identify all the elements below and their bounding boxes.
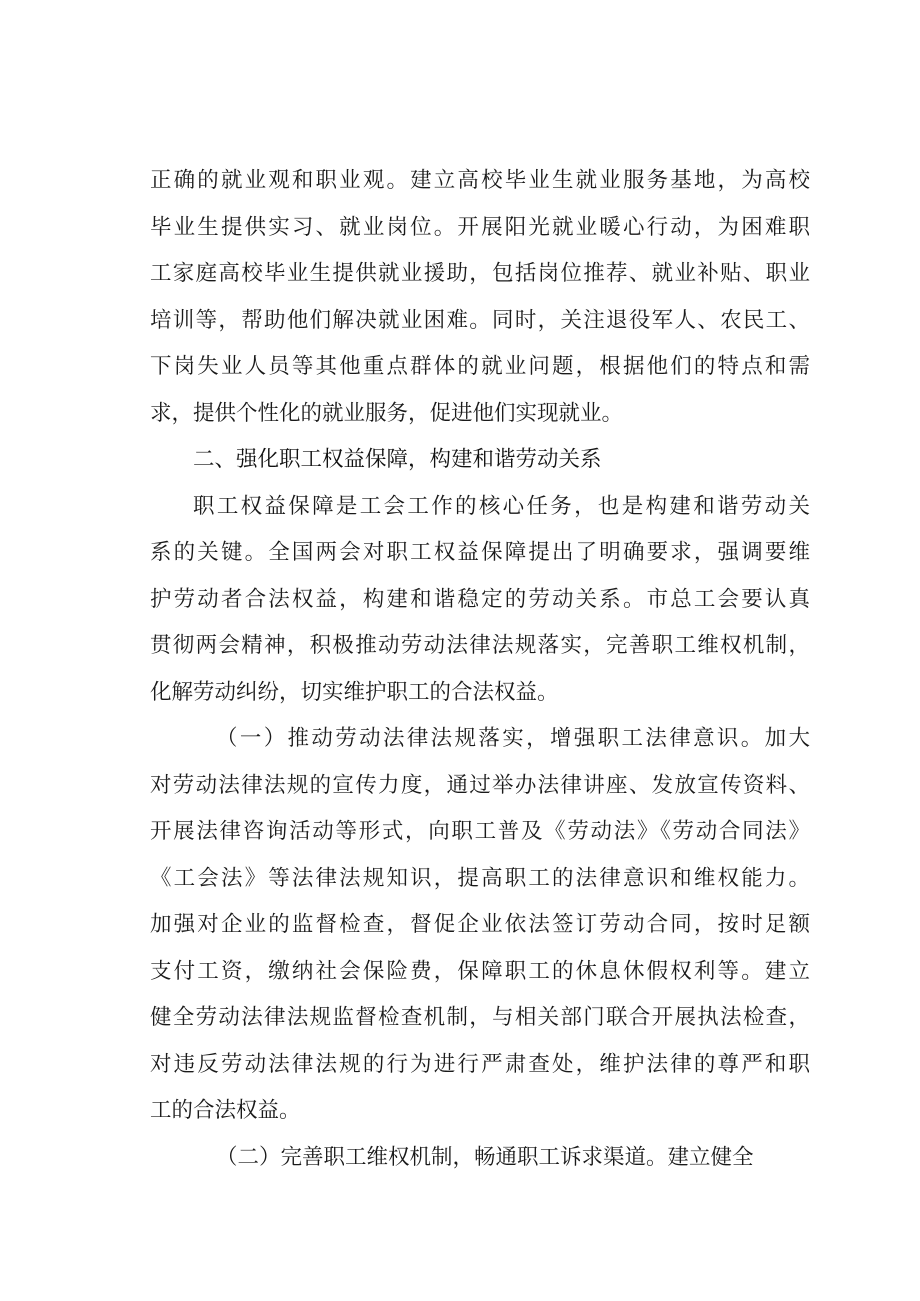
paragraph-line: 护劳动者合法权益，构建和谐稳定的劳动关系。市总工会要认真 xyxy=(150,586,810,612)
document-body xyxy=(150,158,810,1181)
paragraph-line: 系的关键。全国两会对职工权益保障提出了明确要求，强调要维 xyxy=(150,540,810,565)
paragraph-line: 支付工资，缴纳社会保险费，保障职工的休息休假权利等。建立 xyxy=(150,958,810,984)
paragraph-line: 工的合法权益。 xyxy=(150,1098,301,1123)
subsection-heading-line: （一）推动劳动法律法规落实，增强职工法律意识。加大 xyxy=(216,726,810,751)
paragraph-line: 《工会法》等法律法规知识，提高职工的法律意识和维权能力。 xyxy=(150,865,810,891)
paragraph-line: 下岗失业人员等其他重点群体的就业问题，根据他们的特点和需 xyxy=(150,354,810,379)
paragraph-line: 对劳动法律法规的宣传力度，通过举办法律讲座、发放宣传资料、 xyxy=(150,772,810,798)
paragraph-line: 培训等，帮助他们解决就业困难。同时，关注退役军人、农民工、 xyxy=(150,307,810,333)
paragraph-line: 毕业生提供实习、就业岗位。开展阳光就业暖心行动，为困难职 xyxy=(150,214,810,240)
paragraph-line: 贯彻两会精神，积极推动劳动法律法规落实，完善职工维权机制， xyxy=(150,633,810,658)
paragraph-line: 健全劳动法律法规监督检查机制，与相关部门联合开展执法检查， xyxy=(150,1005,810,1030)
paragraph-line: 对违反劳动法律法规的行为进行严肃查处，维护法律的尊严和职 xyxy=(150,1051,810,1077)
paragraph-line: 职工权益保障是工会工作的核心任务，也是构建和谐劳动关 xyxy=(193,493,810,519)
paragraph-line: 加强对企业的监督检查，督促企业依法签订劳动合同，按时足额 xyxy=(150,912,810,937)
paragraph-line: 化解劳动纠纷，切实维护职工的合法权益。 xyxy=(150,679,559,705)
paragraph-line: 工家庭高校毕业生提供就业援助，包括岗位推荐、就业补贴、职业 xyxy=(150,261,810,286)
paragraph-line: 求，提供个性化的就业服务，促进他们实现就业。 xyxy=(150,400,624,426)
paragraph-line: 开展法律咨询活动等形式，向职工普及《劳动法》《劳动合同法》 xyxy=(150,819,810,844)
paragraph-line: 正确的就业观和职业观。建立高校毕业生就业服务基地，为高校 xyxy=(150,168,810,193)
section-heading: 二、强化职工权益保障，构建和谐劳动关系 xyxy=(193,447,602,472)
subsection-heading-line: （二）完善职工维权机制，畅通职工诉求渠道。建立健全 xyxy=(216,1144,754,1170)
